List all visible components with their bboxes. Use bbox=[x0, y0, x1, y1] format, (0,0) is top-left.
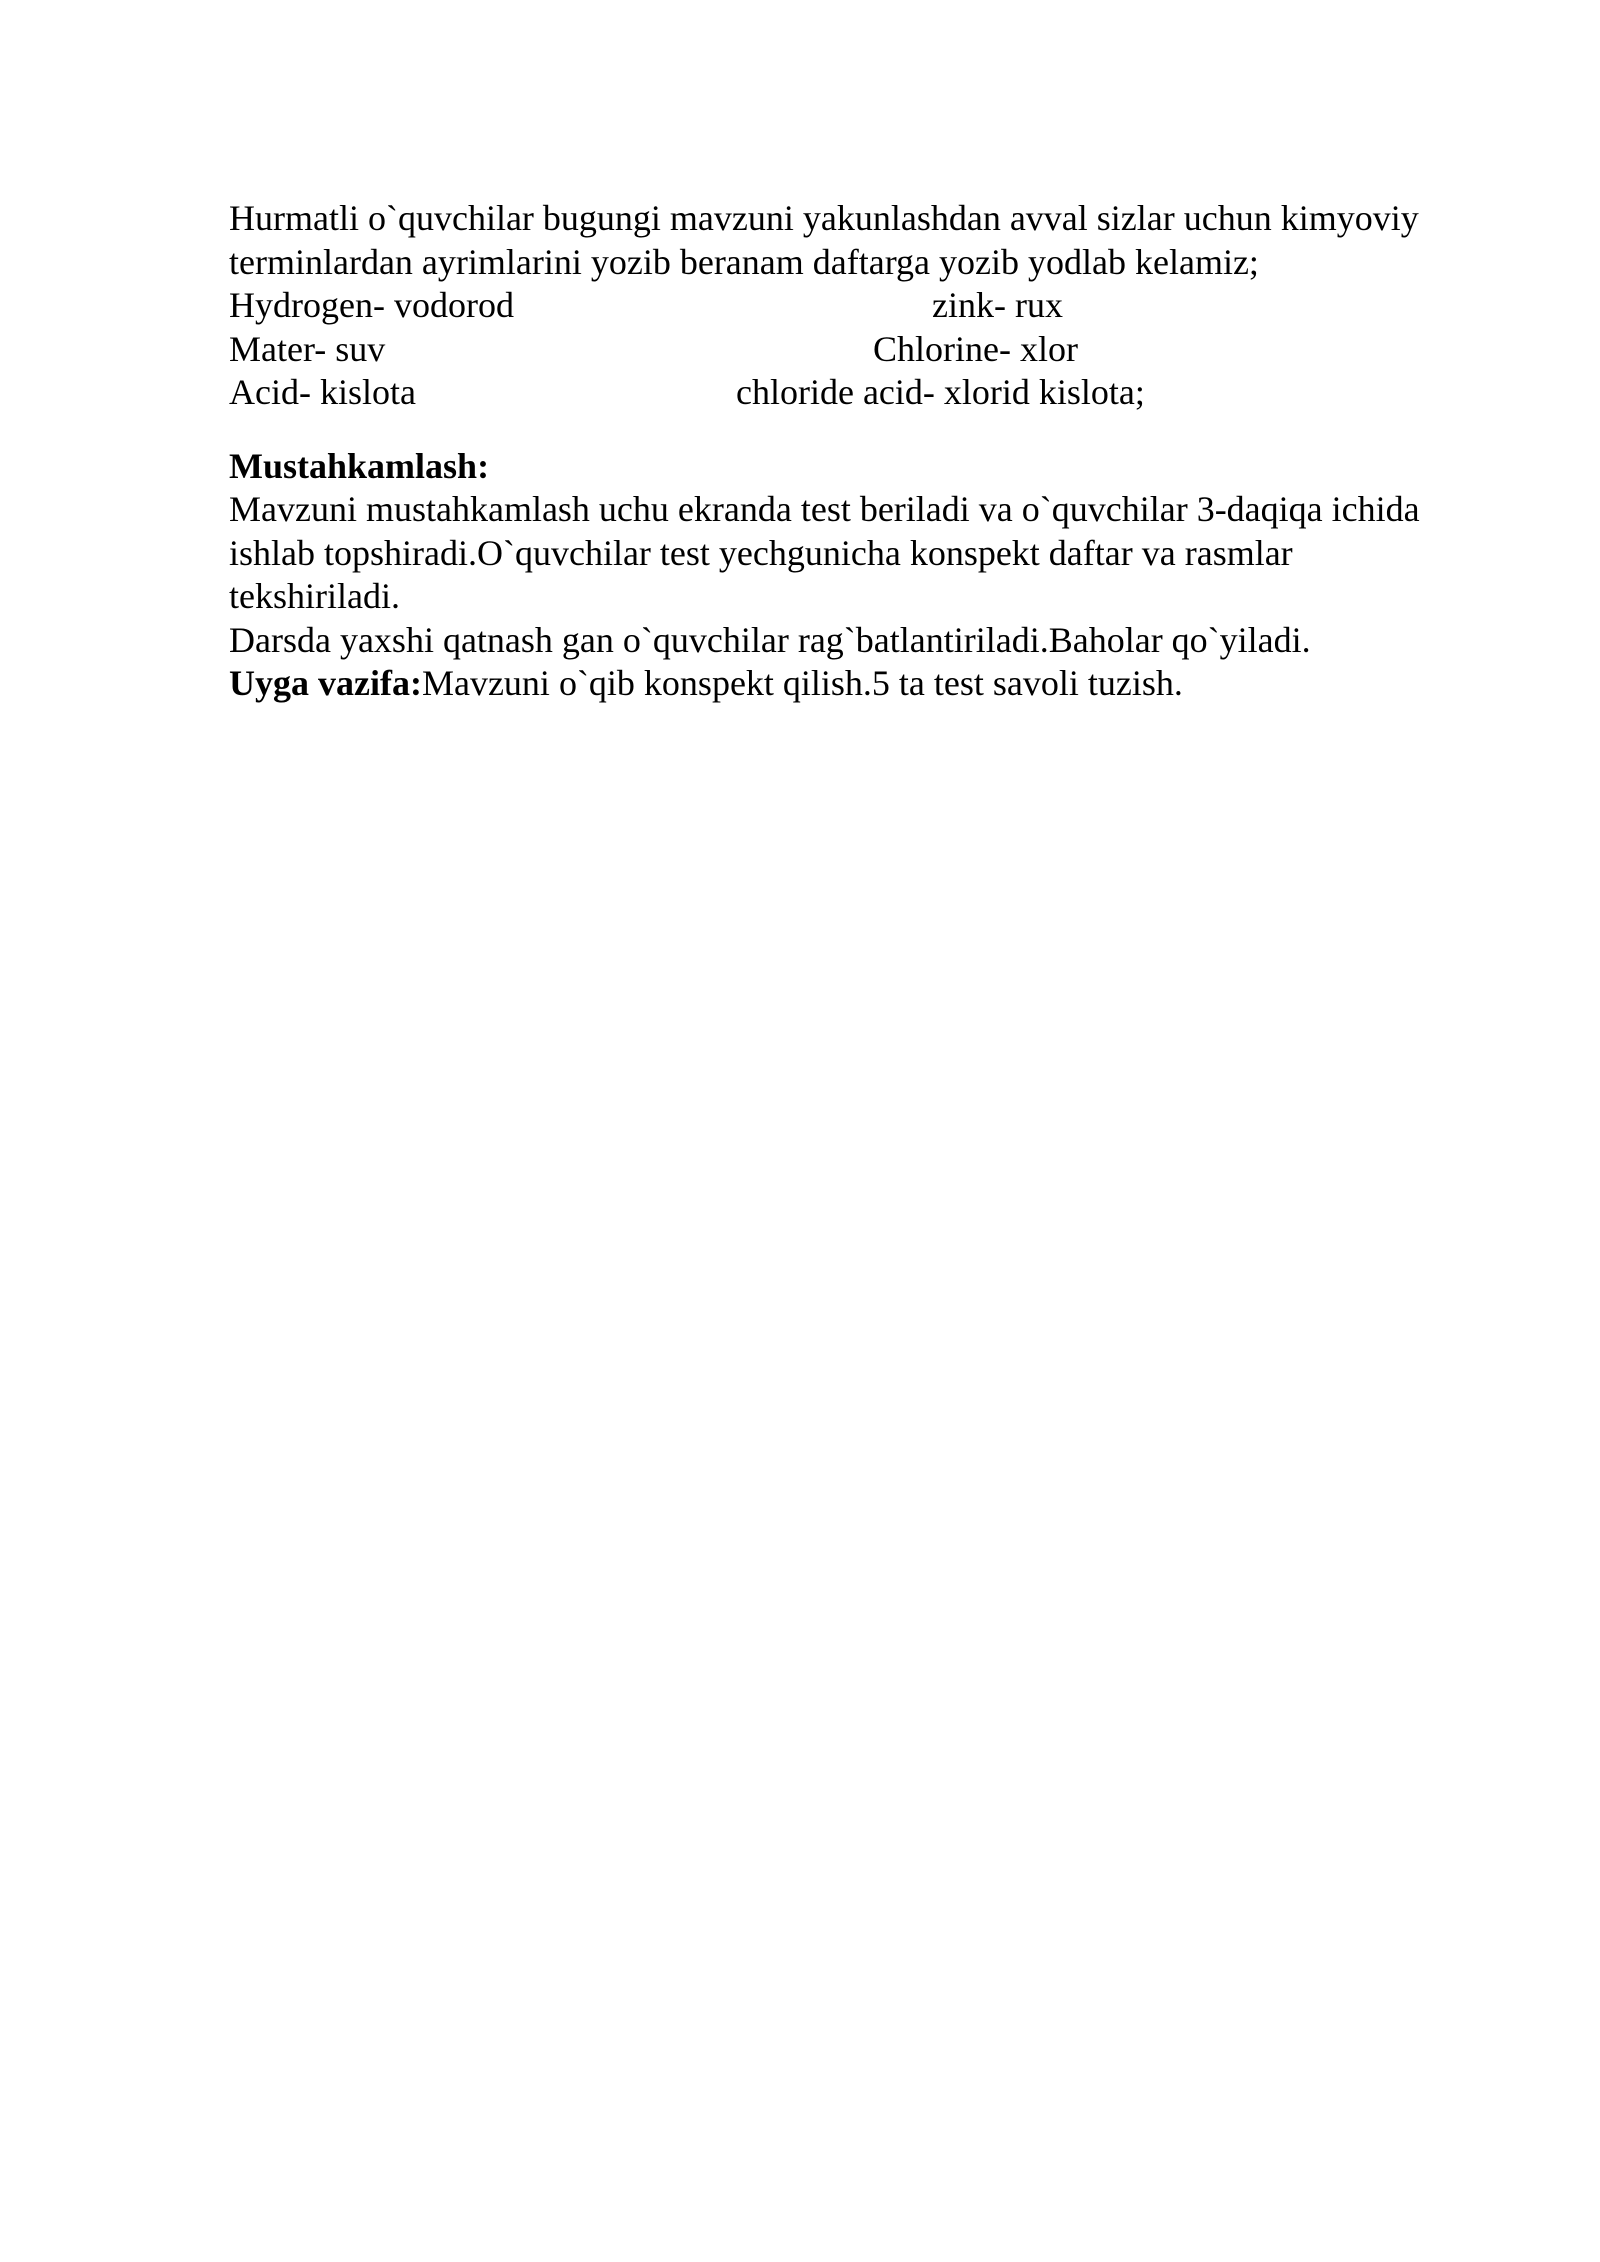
paragraph-spacer bbox=[229, 415, 1529, 445]
reinforcement-line-1: Mavzuni mustahkamlash uchu ekranda test beriladi va o`quvchilar 3-daqiqa ichida bbox=[229, 489, 1420, 529]
term-left: Hydrogen- vodorod bbox=[229, 285, 514, 325]
homework-line bbox=[229, 662, 1529, 706]
term-right: chloride acid- xlorid kislota; bbox=[736, 372, 1145, 412]
term-right: zink- rux bbox=[932, 285, 1063, 325]
homework-label: Uyga vazifa: bbox=[229, 663, 422, 703]
term-right: Chlorine- xlor bbox=[873, 328, 1078, 369]
section-heading: Mustahkamlash: bbox=[229, 445, 490, 486]
term-left: Mater- suv bbox=[229, 328, 386, 369]
homework-text: Mavzuni o`qib konspekt qilish.5 ta test savoli tuzish. bbox=[421, 663, 1183, 703]
term-row bbox=[229, 328, 1529, 372]
intro-line-2: terminlardan ayrimlarini yozib beranam daftarga yozib yodlab kelamiz; bbox=[229, 241, 1259, 282]
intro-line-1: Hurmatli o`quvchilar bugungi mavzuni yakunlashdan avval sizlar uchun kimyoviy bbox=[229, 198, 1419, 238]
reinforcement-line-4: Darsda yaxshi qatnash gan o`quvchilar rag`batlantiriladi.Baholar qo`yiladi. bbox=[229, 619, 1311, 660]
term-row bbox=[229, 371, 1529, 415]
reinforcement-line-3: tekshiriladi. bbox=[229, 576, 400, 616]
term-row bbox=[229, 284, 1529, 328]
document-body bbox=[229, 197, 1529, 706]
term-left: Acid- kislota bbox=[229, 372, 416, 412]
reinforcement-line-2: ishlab topshiradi.O`quvchilar test yechgunicha konspekt daftar va rasmlar bbox=[229, 532, 1293, 573]
